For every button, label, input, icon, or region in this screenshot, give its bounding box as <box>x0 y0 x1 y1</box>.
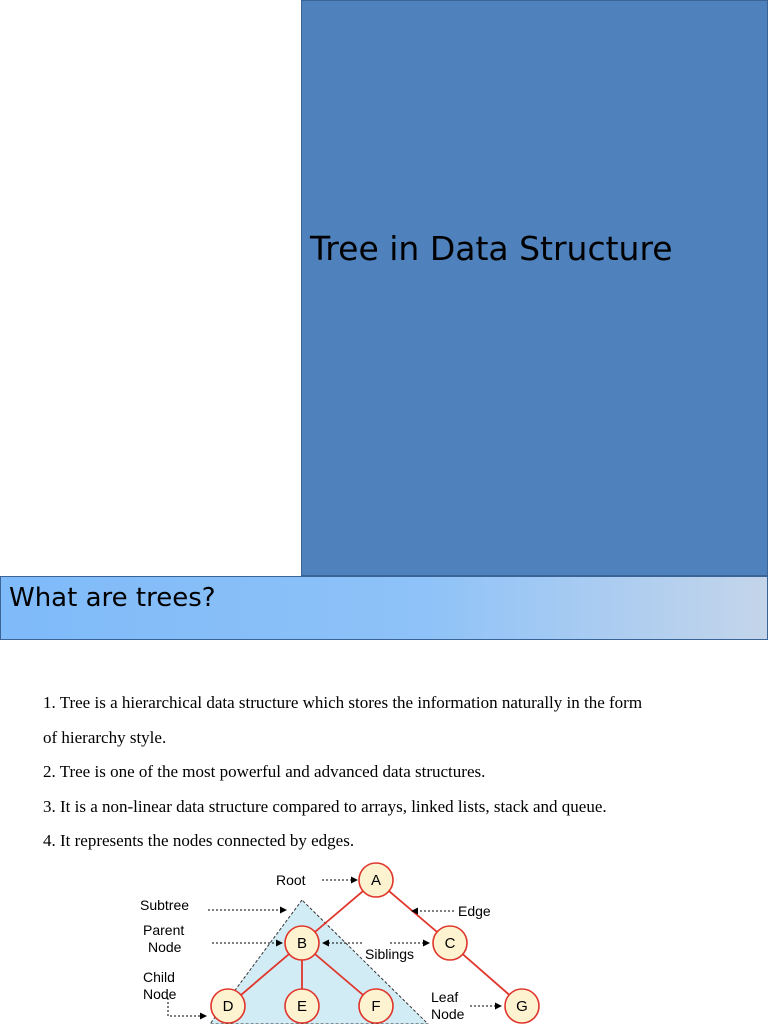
node-c <box>433 926 467 960</box>
node-b <box>285 926 319 960</box>
node-g <box>505 989 539 1023</box>
subtree-label: Subtree <box>140 897 190 913</box>
tree-diagram <box>128 858 548 1024</box>
svg-text:F: F <box>371 998 381 1015</box>
parent-label-line2: Node <box>148 939 182 955</box>
section-heading: What are trees? <box>9 583 216 613</box>
leaf-label-line2: Node <box>431 1006 465 1022</box>
edge-label: Edge <box>458 903 491 919</box>
leaf-label-line1: Leaf <box>431 989 459 1005</box>
section-header <box>0 576 768 640</box>
point-2: 2. Tree is one of the most powerful and advanced data structures. <box>43 762 486 781</box>
svg-text:B: B <box>296 935 308 952</box>
title-block <box>301 0 768 576</box>
node-d <box>211 989 245 1023</box>
node-e <box>285 989 319 1023</box>
point-1-continued: of hierarchy style. <box>43 727 167 747</box>
root-label: Root <box>276 872 306 888</box>
definition-list <box>43 686 743 859</box>
svg-text:D: D <box>222 998 234 1015</box>
node-f <box>359 989 393 1023</box>
parent-label-line1: Parent <box>143 922 185 938</box>
slide-title: Tree in Data Structure <box>310 229 673 268</box>
child-label-line1: Child <box>143 969 175 985</box>
svg-text:C: C <box>444 935 456 952</box>
point-4: 4. It represents the nodes connected by edges. <box>43 831 355 850</box>
point-1: 1. Tree is a hierarchical data structure which stores the information naturally in the form <box>43 693 643 712</box>
svg-text:G: G <box>516 998 528 1015</box>
child-label-line2: Node <box>143 986 177 1002</box>
node-a <box>359 863 393 897</box>
svg-text:E: E <box>296 998 308 1015</box>
point-3: 3. It is a non-linear data structure compared to arrays, linked lists, stack and queue. <box>43 796 607 816</box>
siblings-label: Siblings <box>365 946 415 962</box>
svg-text:A: A <box>370 872 382 889</box>
